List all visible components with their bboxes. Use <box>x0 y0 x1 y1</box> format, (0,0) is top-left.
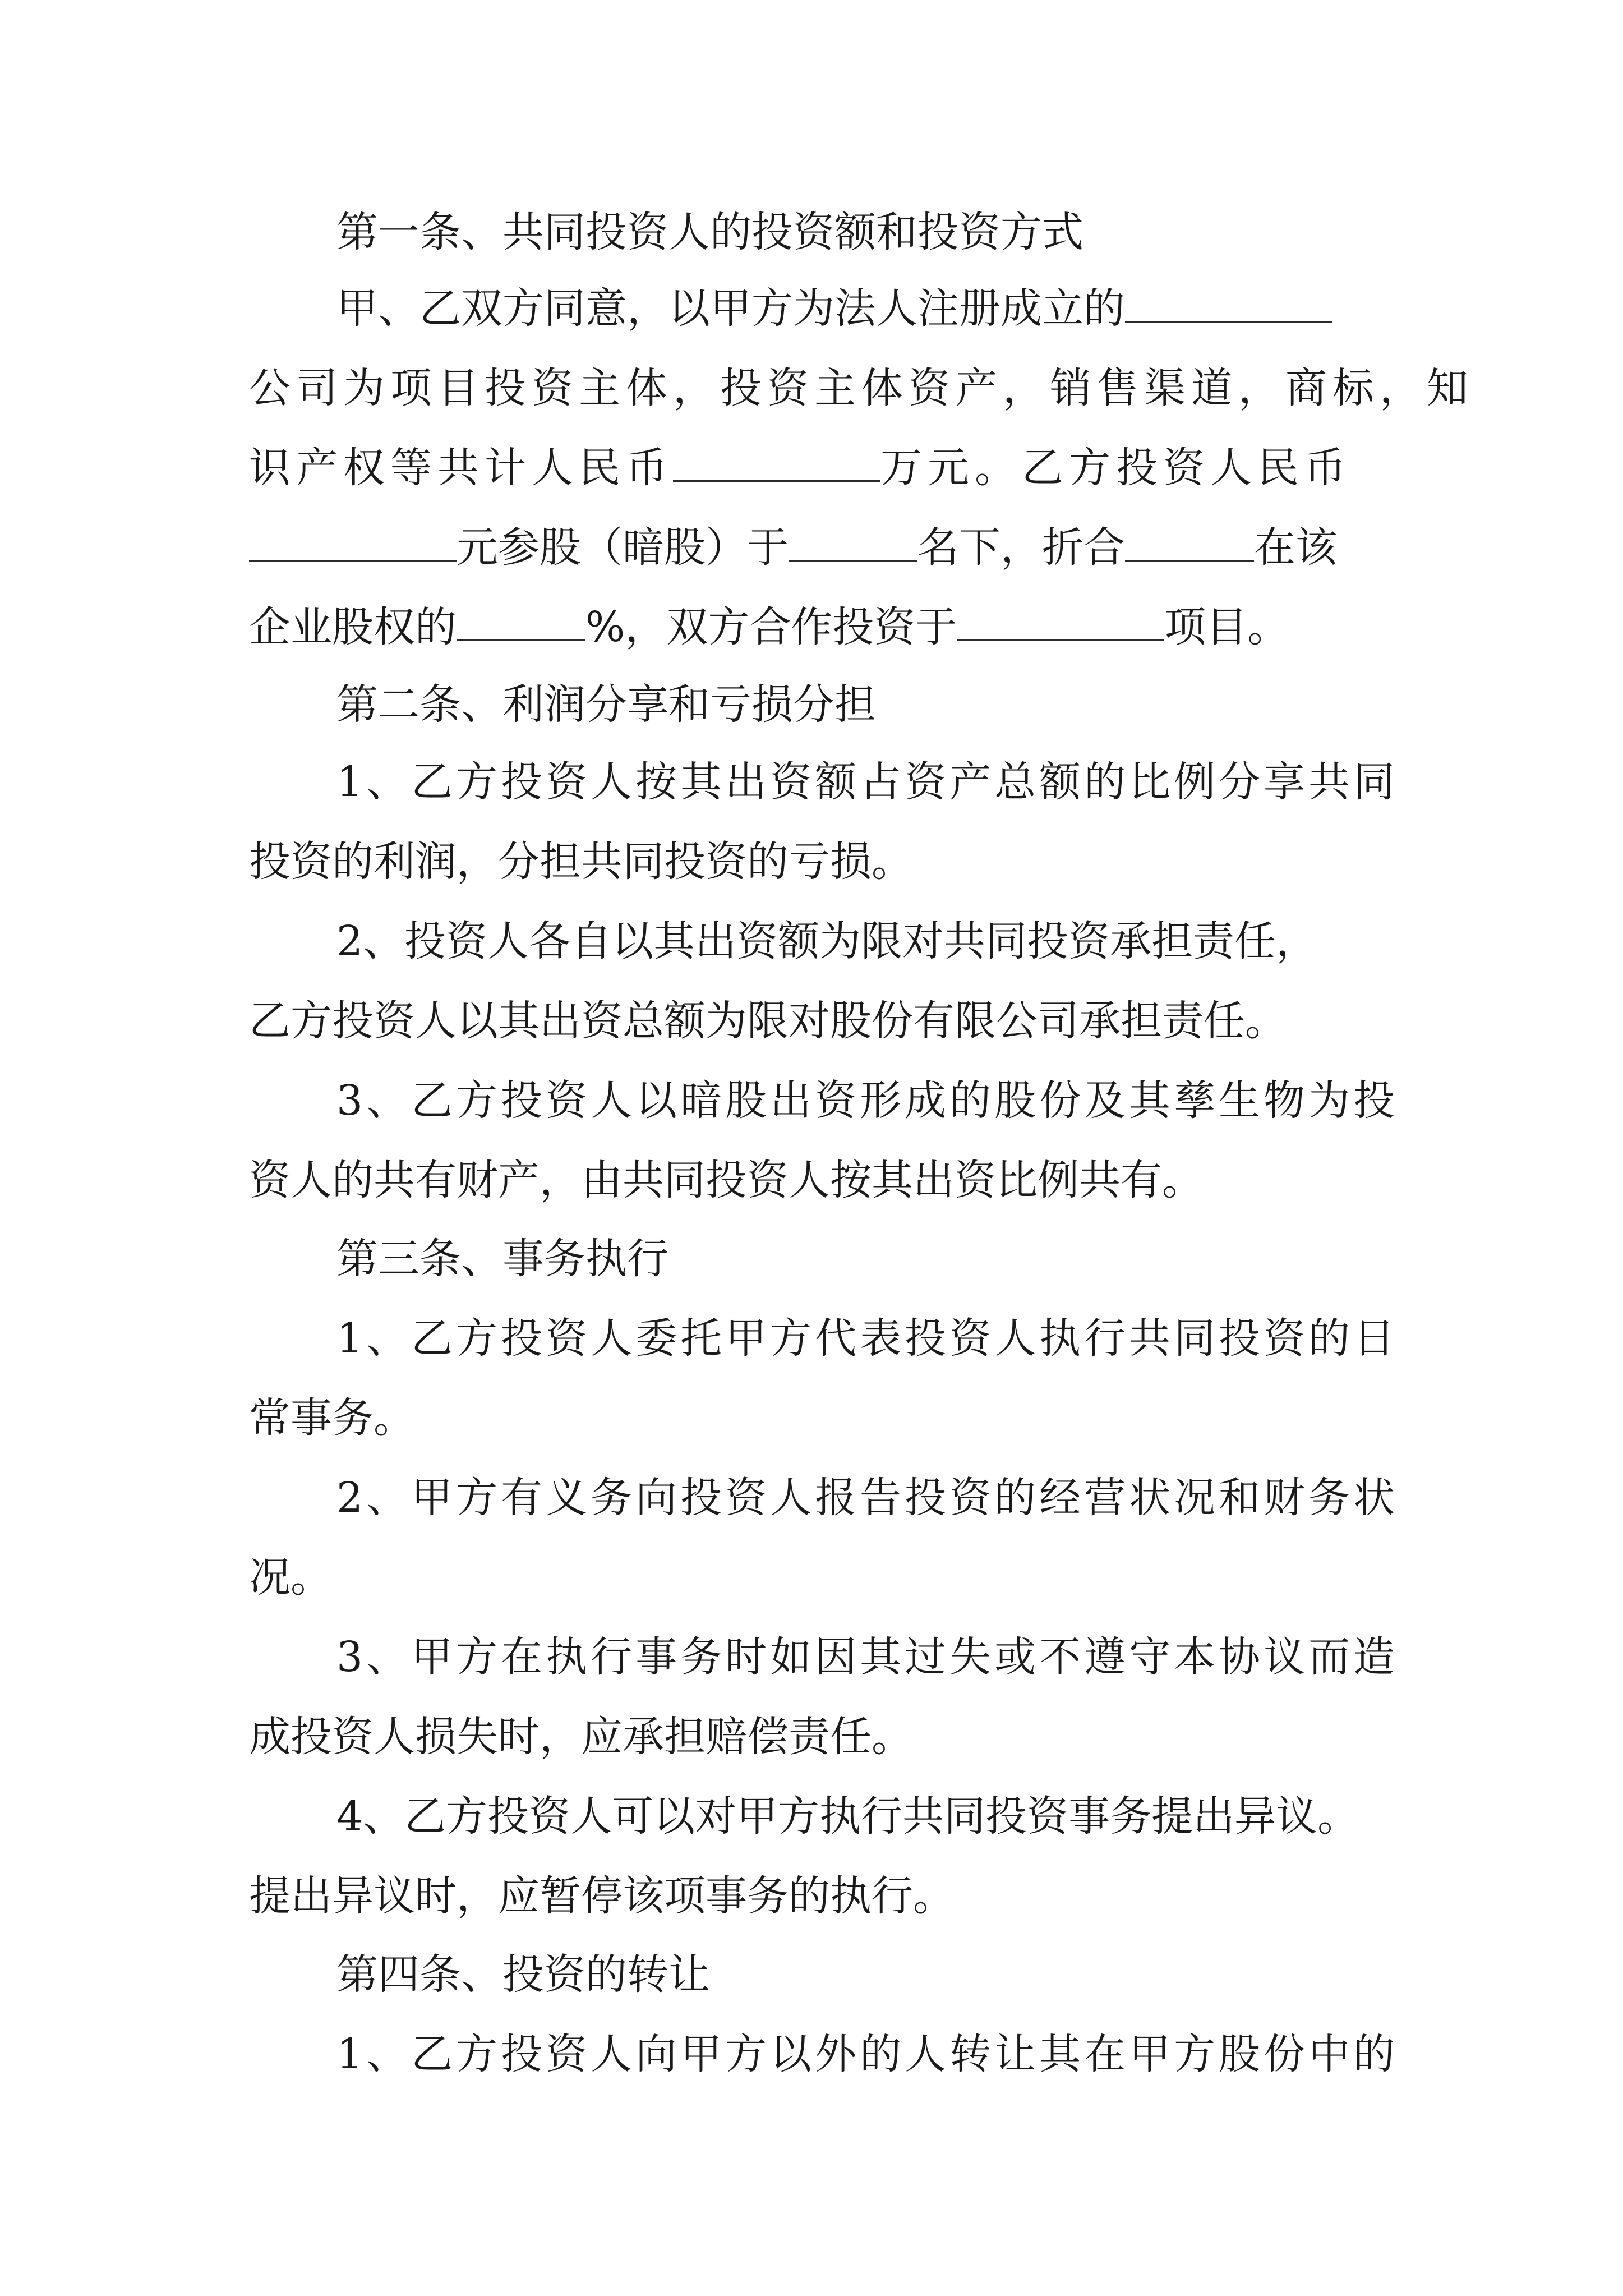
text-span: 识产权等共计人民币 <box>249 444 673 492</box>
article-2-item-1-line-2: 投资的利润，分担共同投资的亏损。 <box>249 838 913 886</box>
fill-in-blank[interactable] <box>457 605 585 641</box>
article-4-item-1-line-1: 1、乙方投资人向甲方以外的人转让其在甲方股份中的 <box>336 2030 1399 2078</box>
article-2-item-3-line-2: 资人的共有财产，由共同投资人按其出资比例共有。 <box>249 1156 1204 1204</box>
article-2-item-3-line-1: 3、乙方投资人以暗股出资形成的股份及其孳生物为投 <box>336 1076 1399 1125</box>
article-1-line-1 <box>336 275 1332 342</box>
article-1-line-5 <box>249 593 1289 661</box>
fill-in-blank[interactable] <box>673 445 880 482</box>
fill-in-blank[interactable] <box>1125 525 1254 562</box>
article-3-item-4-line-1: 4、乙方投资人可以对甲方执行共同投资事务提出异议。 <box>336 1792 1359 1841</box>
text-span: %，双方合作投资于 <box>585 603 957 651</box>
article-2-item-1-line-1: 1、乙方投资人按其出资额占资产总额的比例分享共同 <box>336 758 1399 806</box>
text-span: 企业股权的 <box>249 603 457 651</box>
article-1-line-2: 公司为项目投资主体，投资主体资产，销售渠道，商标，知 <box>249 364 1474 412</box>
article-1-line-3 <box>249 434 1352 501</box>
fill-in-blank[interactable] <box>789 525 917 562</box>
text-span: 项目。 <box>1164 603 1289 651</box>
text-span: 在该 <box>1254 523 1337 572</box>
fill-in-blank[interactable] <box>249 525 457 562</box>
article-2-item-2-line-1: 2、投资人各自以其出资额为限对共同投资承担责任， <box>336 917 1318 965</box>
article-3-item-3-line-2: 成投资人损失时，应承担赔偿责任。 <box>249 1713 913 1761</box>
text-span: 元参股（暗股）于 <box>457 523 789 572</box>
article-3-item-4-line-2: 提出异议时，应暂停该项事务的执行。 <box>249 1872 955 1920</box>
article-3-heading: 第三条、事务执行 <box>336 1235 668 1283</box>
article-1-heading: 第一条、共同投资人的投资额和投资方式 <box>336 208 1083 256</box>
text-span: 甲、乙双方同意，以甲方为法人注册成立的 <box>336 284 1125 333</box>
article-2-item-2-line-2: 乙方投资人以其出资总额为限对股份有限公司承担责任。 <box>249 997 1287 1045</box>
article-4-heading: 第四条、投资的转让 <box>336 1950 710 1999</box>
fill-in-blank[interactable] <box>1125 286 1332 323</box>
article-3-item-1-line-2: 常事务。 <box>249 1394 415 1442</box>
article-1-line-4 <box>249 514 1337 581</box>
article-3-item-2-line-2: 况。 <box>249 1553 332 1602</box>
article-3-item-3-line-1: 3、甲方在执行事务时如因其过失或不遵守本协议而造 <box>336 1633 1399 1681</box>
article-3-item-1-line-1: 1、乙方投资人委托甲方代表投资人执行共同投资的日 <box>336 1314 1399 1363</box>
fill-in-blank[interactable] <box>957 605 1164 641</box>
text-span: 万元。乙方投资人民币 <box>880 444 1352 492</box>
article-3-item-2-line-1: 2、甲方有义务向投资人报告投资的经营状况和财务状 <box>336 1474 1399 1522</box>
text-span: 名下，折合 <box>917 523 1125 572</box>
article-2-heading: 第二条、利润分享和亏损分担 <box>336 680 876 729</box>
